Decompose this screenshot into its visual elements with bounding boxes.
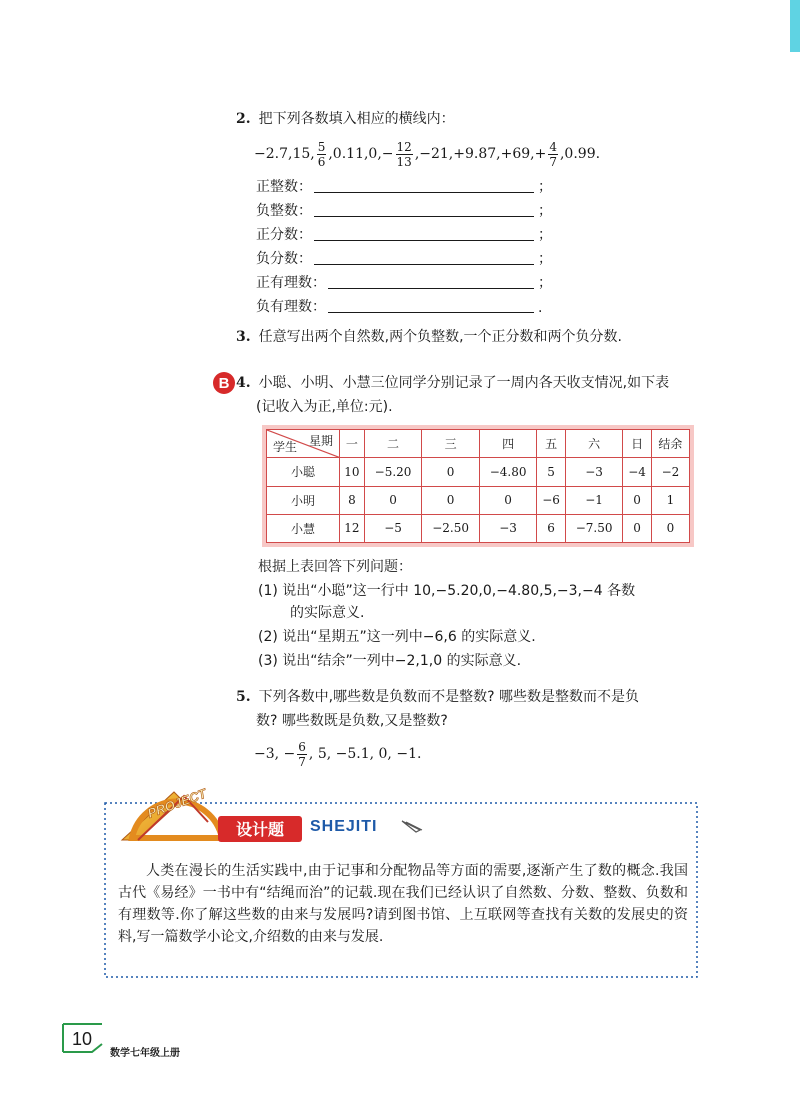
table-cell: 0 [364, 486, 422, 514]
page-edge-tab [790, 0, 800, 52]
table-cell: 0 [623, 514, 651, 542]
answer-line[interactable] [314, 224, 534, 241]
page-number: 10 [71, 1029, 93, 1049]
table-cell: 0 [422, 486, 480, 514]
number-segment: ,0.99. [559, 146, 601, 162]
question-2 [236, 108, 455, 130]
question-4 [236, 372, 669, 394]
project-body: 人类在漫长的生活实践中,由于记事和分配物品等方面的需要,逐渐产生了数的概念.我国古代《易经》一书中有“结绳而治”的记载.现在我们已经认识了自然数、分数、整数、负数和有理数等.你了解这些数的由来与发展吗?请到图书馆、上互联网等查找有关数的发展史的资料,写一篇数学小论文,介绍数的由来与发展. [118, 863, 688, 945]
question-3 [236, 326, 622, 348]
sub-question-2: (2) 说出“星期五”这一列中−6,6 的实际意义. [258, 629, 536, 645]
fill-row-positive-rational[interactable]: 正有理数： ； [256, 270, 552, 292]
student-name: 小慧 [267, 514, 340, 542]
question-5-line2: 数? 哪些数既是负数,又是整数? [256, 713, 448, 729]
question-4-line2: (记收入为正,单位:元). [256, 399, 393, 415]
book-title: 数学七年级上册 [110, 1048, 180, 1059]
table-header-cell: 四 [479, 430, 537, 458]
fraction: $\frac{12}{13}$ [396, 139, 412, 169]
answer-line[interactable] [314, 176, 534, 193]
project-word-art: PROJECT [145, 785, 209, 821]
answer-line[interactable] [328, 296, 534, 313]
fraction: $\frac{4}{7}$ [549, 139, 557, 169]
page-number-box [62, 1022, 106, 1054]
table-cell: −2 [651, 458, 689, 486]
fraction: $\frac{5}{6}$ [317, 139, 326, 169]
table-row [267, 486, 690, 514]
expense-table [266, 429, 690, 543]
table-corner: 星期 学生 [267, 430, 340, 458]
sub-intro: 根据上表回答下列问题： [258, 559, 412, 575]
number-segment: ,−21,+9.87,+69,+ [414, 146, 547, 162]
expense-table-frame [262, 425, 694, 547]
table-cell: −6 [537, 486, 565, 514]
question-5 [236, 686, 639, 708]
table-cell: −2.50 [422, 514, 480, 542]
table-cell: −4.80 [479, 458, 537, 486]
table-cell: −7.50 [565, 514, 623, 542]
table-cell: −1 [565, 486, 623, 514]
table-header-cell: 六 [565, 430, 623, 458]
question-text: 小聪、小明、小慧三位同学分别记录了一周内各天收支情况,如下表 [258, 375, 670, 391]
table-cell: 0 [651, 514, 689, 542]
table-cell: 0 [623, 486, 651, 514]
fill-row-positive-fraction[interactable]: 正分数： ； [256, 222, 552, 244]
project-pinyin: SHEJITI [310, 818, 378, 835]
answer-line[interactable] [314, 248, 534, 265]
table-row [267, 458, 690, 486]
level-b-badge: B [213, 372, 235, 394]
table-cell: 1 [651, 486, 689, 514]
table-cell: 0 [422, 458, 480, 486]
q5-number-list: −3, − $\frac{6}{7}$ , 5, −5.1, 0, −1. [254, 739, 422, 769]
table-cell: 5 [537, 458, 565, 486]
table-row [267, 514, 690, 542]
answer-line[interactable] [314, 200, 534, 217]
answer-line[interactable] [328, 272, 534, 289]
project-logo [112, 782, 302, 846]
fill-row-positive-integer[interactable]: 正整数： ； [256, 174, 552, 196]
table-cell: 10 [340, 458, 365, 486]
project-title: 设计题 [235, 820, 285, 839]
fill-row-negative-rational[interactable]: 负有理数： . [256, 294, 542, 316]
sub-question-3: (3) 说出“结余”一列中−2,1,0 的实际意义. [258, 653, 522, 669]
number-segment: −2.7,15, [254, 146, 315, 162]
table-cell: −3 [565, 458, 623, 486]
sub-question-1: (1) 说出“小聪”这一行中 10,−5.20,0,−4.80,5,−3,−4 各数 [258, 583, 636, 599]
number-segment: ,0.11,0,− [328, 146, 394, 162]
table-cell: −4 [623, 458, 651, 486]
table-header-cell: 二 [364, 430, 422, 458]
table-cell: 12 [340, 514, 365, 542]
question-number: 2. [236, 111, 251, 127]
table-header-row [267, 430, 690, 458]
table-cell: 6 [537, 514, 565, 542]
table-header-cell: 日 [623, 430, 651, 458]
table-cell: 0 [479, 486, 537, 514]
fraction: $\frac{6}{7}$ [298, 739, 306, 769]
student-name: 小聪 [267, 458, 340, 486]
table-cell: −5 [364, 514, 422, 542]
question-number: 4. [236, 375, 251, 391]
table-header-cell: 五 [537, 430, 565, 458]
question-text: 下列各数中,哪些数是负数而不是整数? 哪些数是整数而不是负 [258, 689, 639, 705]
sub-question-1-cont: 的实际意义. [290, 605, 365, 621]
table-cell: −5.20 [364, 458, 422, 486]
table-cell: 8 [340, 486, 365, 514]
table-header-cell: 三 [422, 430, 480, 458]
student-name: 小明 [267, 486, 340, 514]
table-header-cell: 一 [340, 430, 365, 458]
fill-row-negative-fraction[interactable]: 负分数： ； [256, 246, 552, 268]
question-text: 任意写出两个自然数,两个负整数,一个正分数和两个负分数. [258, 329, 622, 345]
table-header-cell: 结余 [651, 430, 689, 458]
question-number: 5. [236, 689, 251, 705]
number-list [254, 132, 600, 176]
fill-row-negative-integer[interactable]: 负整数： ； [256, 198, 552, 220]
table-cell: −3 [479, 514, 537, 542]
pencil-icon [400, 818, 426, 834]
question-number: 3. [236, 329, 251, 345]
question-text: 把下列各数填入相应的横线内： [258, 111, 455, 127]
